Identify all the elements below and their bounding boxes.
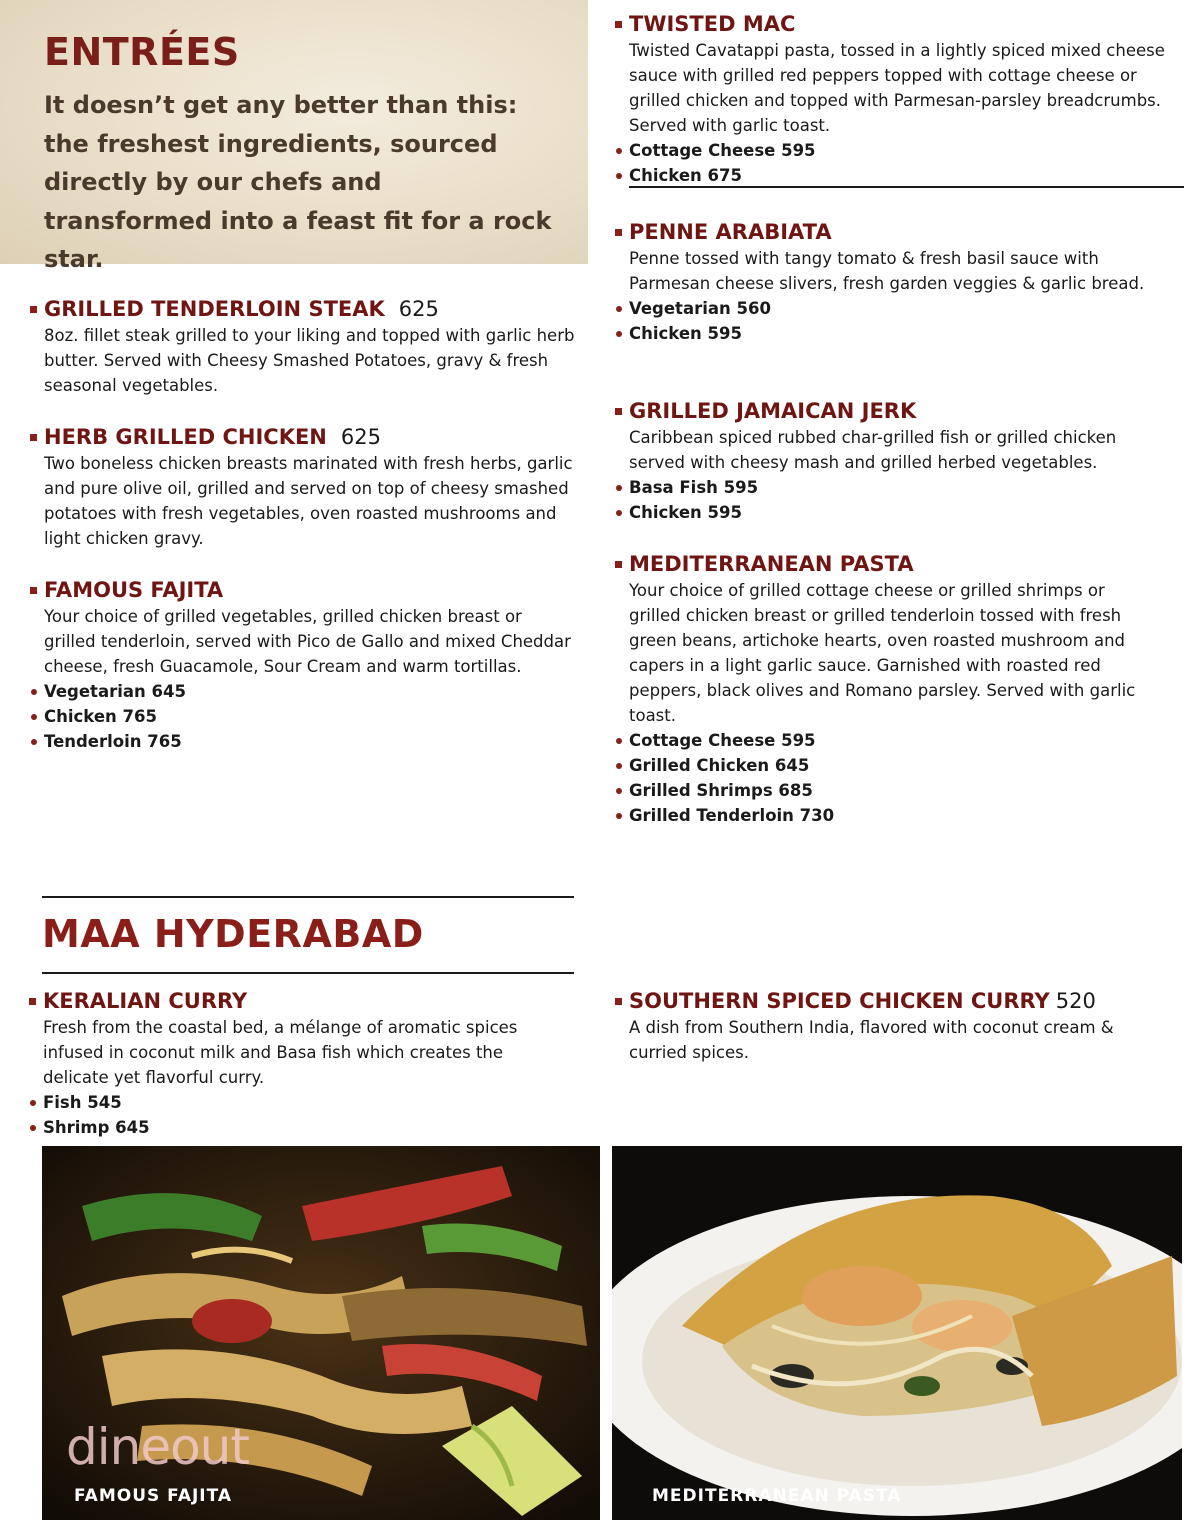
item-description: Caribbean spiced rubbed char-grilled fish or grilled chicken served with cheesy mash and grilled herbed vegetables. <box>629 428 1117 472</box>
item-name: KERALIAN CURRY <box>43 989 248 1013</box>
option-line: Grilled Tenderloin 730 <box>629 803 1151 828</box>
menu-item-grilled-tenderloin-steak <box>44 296 596 398</box>
bullet-square-icon <box>30 434 37 441</box>
bullet-square-icon <box>30 306 37 313</box>
item-price: 625 <box>340 425 381 449</box>
photo-famous-fajita <box>42 1146 600 1520</box>
option-line: Cottage Cheese 595 <box>629 728 1151 753</box>
menu-item-keralian-curry <box>43 988 563 1140</box>
section-title-maa-hyderabad: MAA HYDERABAD <box>42 912 424 956</box>
item-name: MEDITERRANEAN PASTA <box>629 552 914 576</box>
dineout-watermark: dineout <box>66 1418 249 1476</box>
bullet-dot-icon <box>616 738 622 744</box>
item-options <box>629 138 1169 188</box>
item-name: FAMOUS FAJITA <box>44 578 224 602</box>
bullet-square-icon <box>615 561 622 568</box>
option-line: Chicken 595 <box>629 321 1174 346</box>
bullet-square-icon <box>615 229 622 236</box>
bullet-dot-icon <box>31 714 37 720</box>
bullet-square-icon <box>615 21 622 28</box>
item-description: Your choice of grilled cottage cheese or grilled shrimps or grilled chicken breast or grilled tenderloin tossed with fresh green beans, artichoke hearts, oven roasted mushroom and capers in a light garlic sauce. Garnished with roasted red peppers, black olives and Romano parsley. Served with garlic toast. <box>629 581 1136 725</box>
bullet-dot-icon <box>616 148 622 154</box>
item-price: 520 <box>1055 989 1096 1013</box>
bullet-dot-icon <box>31 739 37 745</box>
menu-item-mediterranean-pasta <box>629 551 1151 828</box>
item-description: Twisted Cavatappi pasta, tossed in a lightly spiced mixed cheese sauce with grilled red peppers topped with cottage cheese or grilled chicken and topped with Parmesan-parsley breadcrumbs. Served with garlic toast. <box>629 41 1165 135</box>
option-line: Cottage Cheese 595 <box>629 138 1169 163</box>
bullet-dot-icon <box>616 173 622 179</box>
bullet-dot-icon <box>616 331 622 337</box>
bullet-dot-icon <box>616 306 622 312</box>
option-line: Shrimp 645 <box>43 1115 563 1140</box>
menu-item-twisted-mac <box>629 11 1169 188</box>
bullet-dot-icon <box>616 485 622 491</box>
option-line: Grilled Shrimps 685 <box>629 778 1151 803</box>
menu-item-penne-arabiata <box>629 219 1174 346</box>
bullet-dot-icon <box>616 763 622 769</box>
menu-item-famous-fajita <box>44 577 574 754</box>
menu-item-herb-grilled-chicken <box>44 424 584 551</box>
bullet-square-icon <box>615 408 622 415</box>
item-name: GRILLED JAMAICAN JERK <box>629 399 917 423</box>
bullet-square-icon <box>615 998 622 1005</box>
bullet-square-icon <box>29 998 36 1005</box>
photo-mediterranean-pasta <box>612 1146 1182 1520</box>
option-line: Fish 545 <box>43 1090 563 1115</box>
pasta-photo-illustration <box>612 1146 1182 1520</box>
bullet-dot-icon <box>616 510 622 516</box>
item-name: PENNE ARABIATA <box>629 220 832 244</box>
bullet-dot-icon <box>30 1125 36 1131</box>
item-name: SOUTHERN SPICED CHICKEN CURRY <box>629 989 1050 1013</box>
photo-caption: MEDITERRANEAN PASTA <box>652 1486 902 1506</box>
item-price: 625 <box>398 297 439 321</box>
item-description: 8oz. fillet steak grilled to your liking and topped with garlic herb butter. Served with Cheesy Smashed Potatoes, gravy & fresh seasonal vegetables. <box>44 326 575 395</box>
option-line: Chicken 595 <box>629 500 1174 525</box>
bullet-dot-icon <box>30 1100 36 1106</box>
section-title-entrees: ENTRÉES <box>44 30 240 74</box>
menu-item-southern-spiced-chicken-curry <box>629 988 1129 1065</box>
intro-panel <box>0 0 588 273</box>
bullet-dot-icon <box>616 813 622 819</box>
option-line: Grilled Chicken 645 <box>629 753 1151 778</box>
divider-line <box>42 896 574 898</box>
option-line: Vegetarian 560 <box>629 296 1174 321</box>
item-description: Fresh from the coastal bed, a mélange of aromatic spices infused in coconut milk and Basa fish which creates the delicate yet flavorful curry. <box>43 1018 518 1087</box>
option-line: Chicken 675 <box>629 163 1169 188</box>
item-options <box>629 475 1174 525</box>
option-line: Tenderloin 765 <box>44 729 574 754</box>
divider-line <box>629 186 1184 188</box>
intro-text: It doesn’t get any better than this: the freshest ingredients, sourced directly by our chefs and transformed into a feast fit for a rock star. <box>44 91 552 273</box>
option-line: Vegetarian 645 <box>44 679 574 704</box>
photo-caption: FAMOUS FAJITA <box>74 1486 233 1506</box>
item-name: HERB GRILLED CHICKEN <box>44 425 327 449</box>
item-options <box>44 679 574 754</box>
item-name: GRILLED TENDERLOIN STEAK <box>44 297 385 321</box>
item-name: TWISTED MAC <box>629 12 796 36</box>
item-description: Two boneless chicken breasts marinated with fresh herbs, garlic and pure olive oil, grilled and served on top of cheesy smashed potatoes with fresh vegetables, oven roasted mushrooms and light chicken gravy. <box>44 454 573 548</box>
bullet-square-icon <box>30 587 37 594</box>
bullet-dot-icon <box>31 689 37 695</box>
item-options <box>43 1090 563 1140</box>
bullet-dot-icon <box>616 788 622 794</box>
item-options <box>629 296 1174 346</box>
divider-line <box>42 972 574 974</box>
option-line: Basa Fish 595 <box>629 475 1174 500</box>
item-description: Penne tossed with tangy tomato & fresh basil sauce with Parmesan cheese slivers, fresh garden veggies & garlic bread. <box>629 249 1145 293</box>
item-description: Your choice of grilled vegetables, grilled chicken breast or grilled tenderloin, served with Pico de Gallo and mixed Cheddar cheese, fresh Guacamole, Sour Cream and warm tortillas. <box>44 607 571 676</box>
menu-item-grilled-jamaican-jerk <box>629 398 1174 525</box>
option-line: Chicken 765 <box>44 704 574 729</box>
item-description: A dish from Southern India, flavored with coconut cream & curried spices. <box>629 1018 1114 1062</box>
item-options <box>629 728 1151 828</box>
